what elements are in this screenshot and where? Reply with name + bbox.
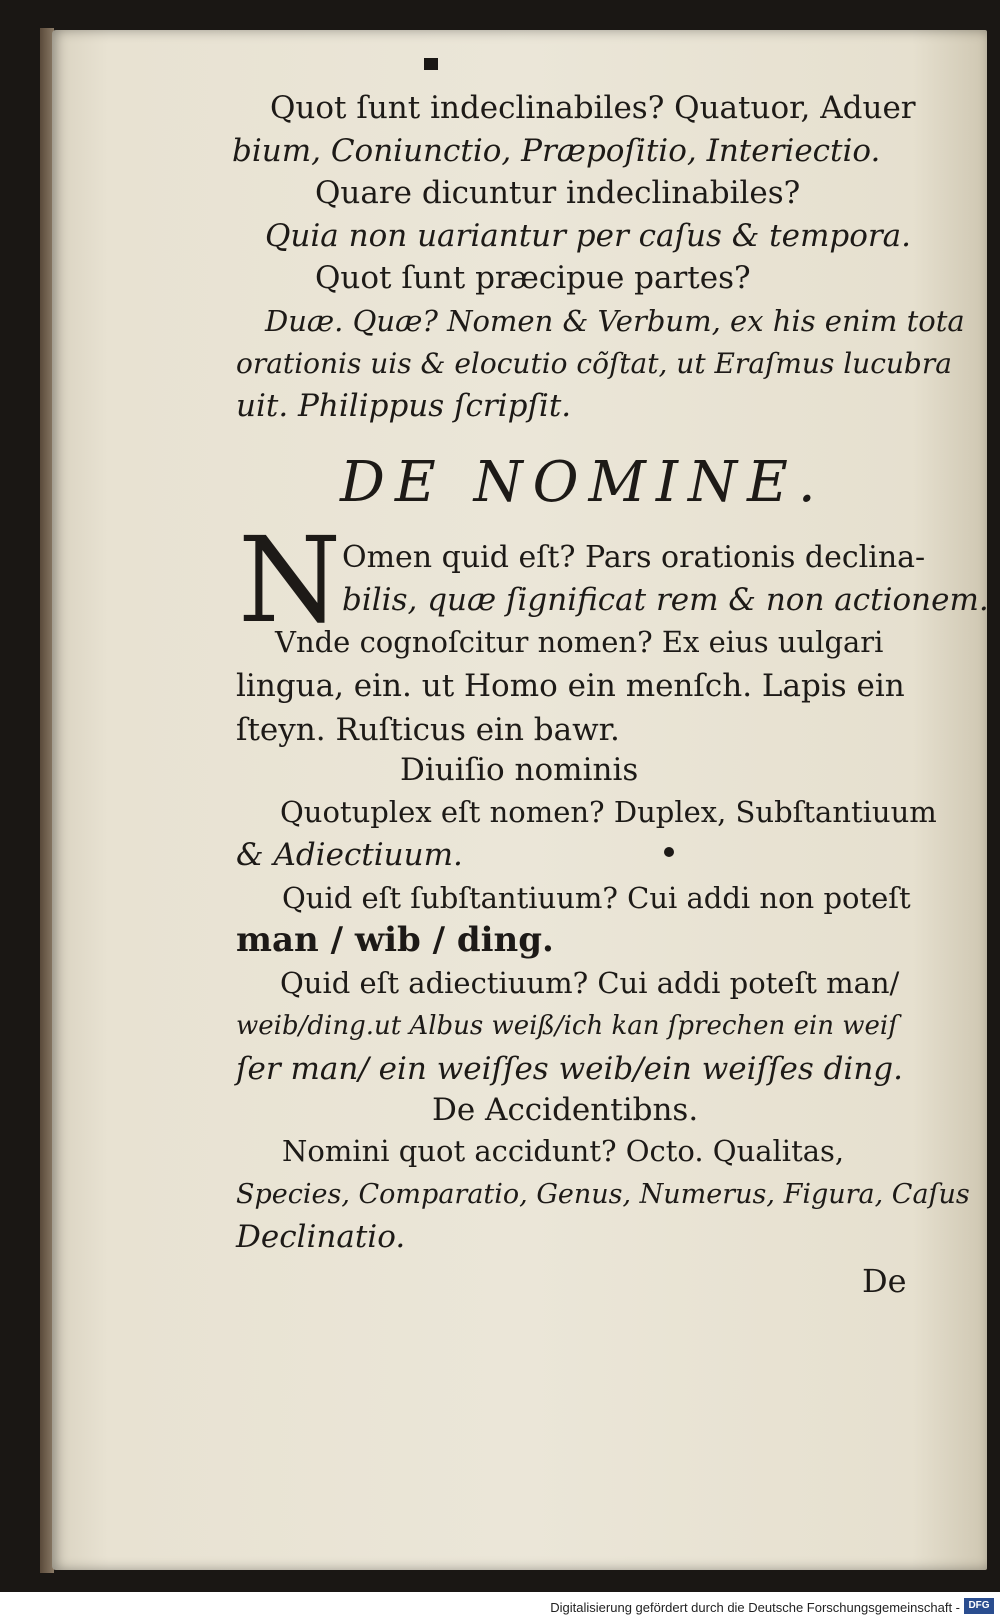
text-line: Quot ſunt indeclinabiles? Quatuor, Aduer — [270, 90, 916, 126]
text-line: Vnde cognoſcitur nomen? Ex eius uulgari — [275, 625, 884, 659]
text-line: ſteyn. Ruſticus ein bawr. — [236, 712, 620, 748]
text-line: Quid eſt adiectiuum? Cui addi poteſt man/ — [280, 966, 900, 1000]
text-line: & Adiectiuum. — [236, 837, 463, 873]
text-line: uit. Philippus ſcripſit. — [236, 388, 572, 424]
dfg-logo-icon: DFG — [964, 1598, 994, 1614]
drop-cap: N — [238, 511, 342, 649]
text-line: orationis uis & elocutio cõſtat, ut Eraſmus lucubra — [236, 347, 952, 380]
text-line: ſer man/ ein weiſſes weib/ein weiſſes ding. — [236, 1051, 903, 1087]
subheading: De Accidentibns. — [432, 1092, 699, 1128]
text-line: Quid eſt ſubſtantiuum? Cui addi non poteſt — [282, 881, 911, 915]
digitization-footer — [0, 1592, 1000, 1622]
text-line: bilis, quæ ſignificat rem & non actionem. — [342, 582, 989, 618]
text-line: Declinatio. — [236, 1219, 406, 1255]
section-heading: DE NOMINE. — [340, 450, 826, 515]
text-line: Nomini quot accidunt? Octo. Qualitas, — [282, 1134, 845, 1168]
text-line: Duæ. Quæ? Nomen & Verbum, ex his enim tota — [265, 304, 965, 338]
text-line: Omen quid eſt? Pars orationis declina- — [342, 540, 926, 575]
text-line: bium, Coniunctio, Præpoſitio, Interiectio. — [232, 133, 881, 169]
text-line: lingua, ein. ut Homo ein menſch. Lapis ein — [236, 668, 905, 704]
footer-text: Digitalisierung gefördert durch die Deutsche Forschungsgemeinschaft - — [550, 1600, 960, 1615]
catchword: De — [862, 1262, 907, 1300]
text-line: man / wib / ding. — [236, 920, 554, 960]
text-line: Quotuplex eſt nomen? Duplex, Subſtantiuum — [280, 795, 937, 829]
subheading: Diuiſio nominis — [400, 752, 639, 788]
text-line: Species, Comparatio, Genus, Numerus, Figura, Caſus — [236, 1179, 970, 1210]
ink-dot — [664, 847, 674, 857]
text-line: weib/ding.ut Albus weiß/ich kan ſprechen ein weiſ — [236, 1011, 898, 1041]
text-line: Quia non uariantur per caſus & tempora. — [265, 218, 912, 254]
text-line: Quot ſunt præcipue partes? — [315, 260, 751, 296]
text-line: Quare dicuntur indeclinabiles? — [315, 175, 801, 211]
